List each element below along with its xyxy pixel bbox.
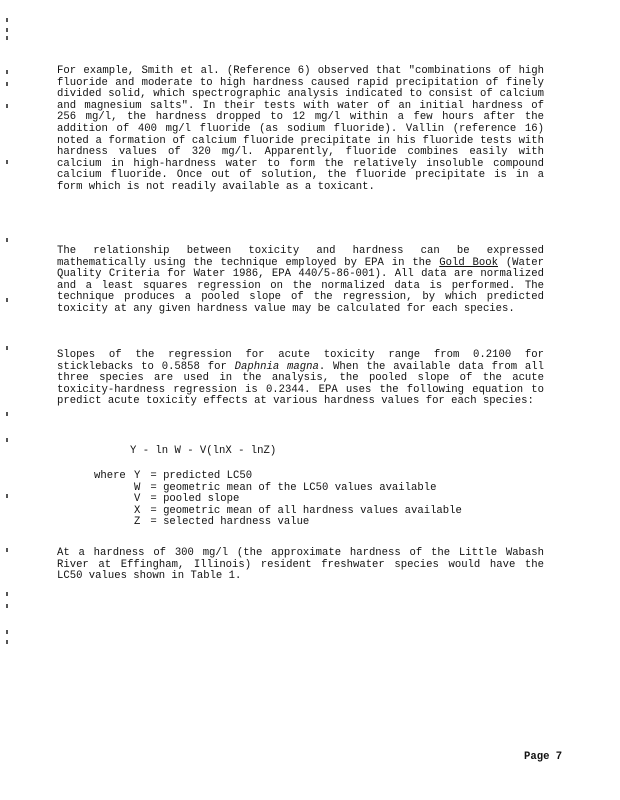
paragraph-3-text-after: . When the available data from all three species are used in the analysis, the pooled slope of the acute toxicity-hardness regression is 0.2344. EPA uses the following equation to predict acute toxicity effects at various hardness values for each species:: [57, 360, 544, 408]
definition-description: = geometric mean of all hardness values available: [144, 504, 462, 517]
definition-description: = pooled slope: [144, 493, 240, 506]
definition-row: [94, 517, 462, 529]
species-name: Daphnia magna: [234, 360, 319, 373]
paragraph-2-text-after: (Water Quality Criteria for Water 1986, EPA 440/5-86-001). All data are normalized and a least squares regression on the normalized data is performed. The technique produces a pooled slope of the regression, by which predicted toxicity at any given hardness value may be calculated for each species.: [57, 256, 544, 315]
paragraph-regression-slopes: [57, 350, 544, 408]
definition-variable: W: [134, 481, 141, 494]
toxicity-equation: Y - ln W - V(lnX - lnZ): [130, 445, 277, 457]
paragraph-2-text-before: The relationship between toxicity and hardness can be expressed mathematically using the technique employed by EPA in the: [57, 245, 544, 269]
page-number: Page 7: [524, 751, 563, 763]
equation-definitions: [94, 471, 462, 529]
definition-description: = selected hardness value: [144, 516, 310, 529]
definition-variable: X: [134, 504, 141, 517]
definition-variable: Z: [134, 516, 141, 529]
left-margin-marks: [6, 0, 20, 800]
paragraph-lc50-values: [57, 548, 544, 583]
definition-row: [94, 471, 462, 483]
paragraph-3-text-before: Slopes of the regression for acute toxicity range from 0.2100 for sticklebacks to 0.5858 for: [57, 349, 544, 373]
where-label: where: [94, 470, 126, 482]
paragraph-toxicity-hardness-relationship: [57, 246, 544, 316]
definition-description: = predicted LC50: [144, 470, 253, 482]
paragraph-hardness-fluoride: [57, 66, 544, 194]
paragraph-4-text: At a hardness of 300 mg/l (the approximate hardness of the Little Wabash River at Effingham, Illinois) resident freshwater species would have the LC50 values shown in Table 1.: [57, 547, 544, 583]
definition-description: = geometric mean of the LC50 values available: [144, 481, 437, 494]
definition-variable: V: [134, 493, 141, 506]
gold-book-reference: Gold Book: [439, 256, 498, 269]
paragraph-1-text: For example, Smith et al. (Reference 6) observed that "combinations of high fluoride and moderate to high hardness caused rapid precipitation of finely divided solid, which spectrographic analysis indicated to consist of calcium and magnesium salts". In their tests with water of an initial hardness of 256 mg/l, the hardness dropped to 12 mg/l within a few hours after the addition of 400 mg/l fluoride (as sodium fluoride). Vallin (reference 16) noted a formation of calcium fluoride precipitate in his fluoride tests with hardness values of 320 mg/l. Apparently, fluoride combines easily with calcium in high-hardness water to form the relatively insoluble compound calcium fluoride. Once out of solution, the fluoride precipitate is in a form which is not readily available as a toxicant.: [57, 65, 544, 193]
definition-variable: Y: [134, 470, 141, 482]
